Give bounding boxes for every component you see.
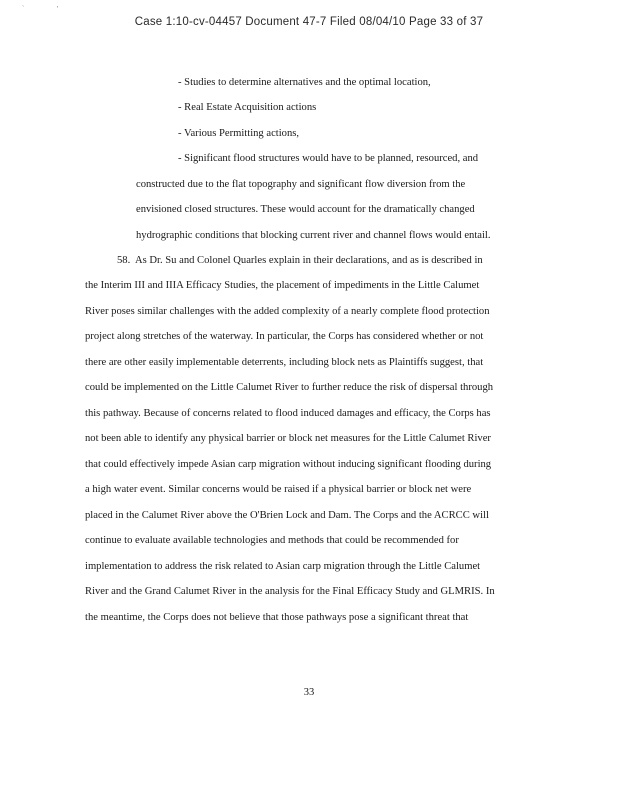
bullet-item: - Real Estate Acquisition actions xyxy=(178,102,317,113)
paragraph-line: not been able to identify any physical barrier or block net measures for the Little Calumet River xyxy=(85,433,491,444)
page-number: 33 xyxy=(303,687,315,698)
bullet-continuation-line: hydrographic conditions that blocking current river and channel flows would entail. xyxy=(136,230,491,241)
bullet-continuation-line: constructed due to the flat topography and significant flow diversion from the xyxy=(136,179,466,190)
paragraph-line: As Dr. Su and Colonel Quarles explain in their declarations, and as is described in xyxy=(134,255,483,266)
case-header: Case 1:10-cv-04457 Document 47-7 Filed 08/04/10 Page 33 of 37 xyxy=(134,16,484,28)
paragraph-line: could be implemented on the Little Calumet River to further reduce the risk of dispersal through xyxy=(85,382,494,393)
paragraph-line: implementation to address the risk related to Asian carp migration through the Little Calumet xyxy=(85,561,481,572)
paragraph-line: River and the Grand Calumet River in the analysis for the Final Efficacy Study and GLMRIS. In xyxy=(85,586,495,597)
paragraph-line: that could effectively impede Asian carp migration without inducing significant flooding during xyxy=(85,459,492,470)
paragraph-line: placed in the Calumet River above the O'Brien Lock and Dam. The Corps and the ACRCC will xyxy=(85,510,489,521)
scan-mark: ' xyxy=(57,6,59,13)
paragraph-line: the Interim III and IIIA Efficacy Studies, the placement of impediments in the Little Calumet xyxy=(85,280,480,291)
paragraph-line: a high water event. Similar concerns would be raised if a physical barrier or block net were xyxy=(85,484,472,495)
bullet-item: - Studies to determine alternatives and the optimal location, xyxy=(178,77,431,88)
bullet-item: - Various Permitting actions, xyxy=(178,128,300,139)
scan-mark: ` xyxy=(22,6,25,13)
paragraph-line: this pathway. Because of concerns related to flood induced damages and efficacy, the Corps has xyxy=(85,408,491,419)
paragraph-line: continue to evaluate available technologies and methods that could be recommended for xyxy=(85,535,459,546)
paragraph-number: 58. xyxy=(117,255,131,266)
bullet-continuation-line: envisioned closed structures. These would account for the dramatically changed xyxy=(136,204,475,215)
paragraph-line: there are other easily implementable deterrents, including block nets as Plaintiffs suggest, that xyxy=(85,357,484,368)
paragraph-first-line xyxy=(117,254,483,267)
paragraph-line: the meantime, the Corps does not believe that those pathways pose a significant threat that xyxy=(85,612,469,623)
paragraph-line: River poses similar challenges with the added complexity of a nearly complete flood protection xyxy=(85,306,490,317)
paragraph-line: project along stretches of the waterway. In particular, the Corps has considered whether or not xyxy=(85,331,484,342)
bullet-item: - Significant flood structures would have to be planned, resourced, and xyxy=(178,153,479,164)
